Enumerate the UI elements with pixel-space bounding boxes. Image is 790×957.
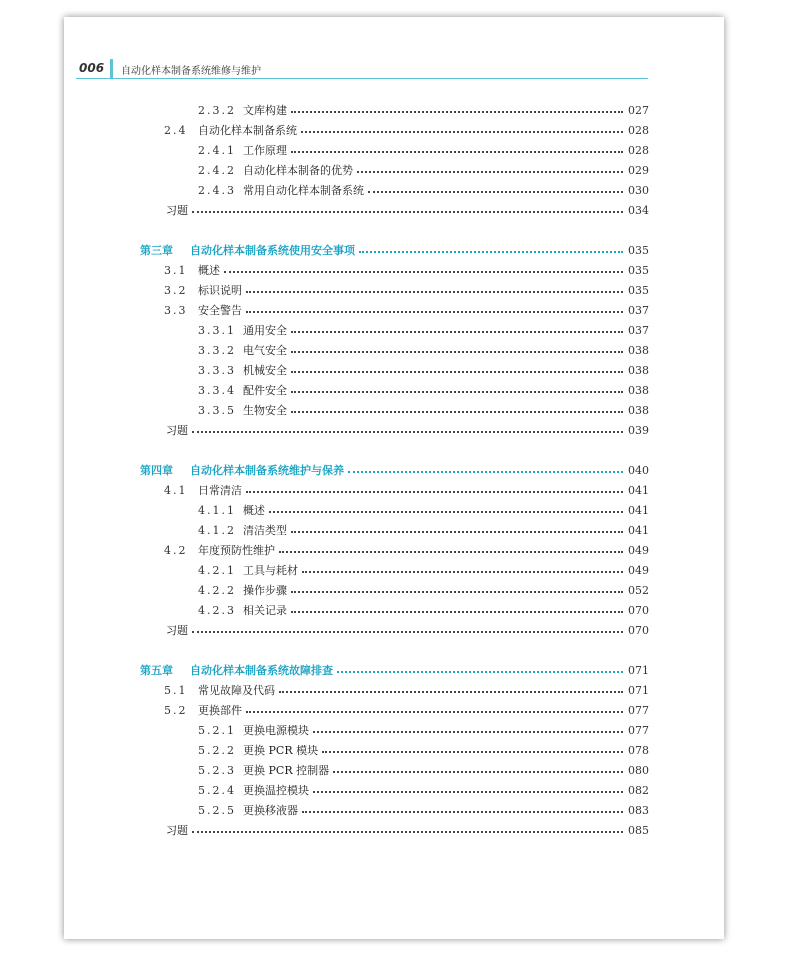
toc-entry-page: 077 [628, 703, 649, 717]
toc-entry-title: 标识说明 [198, 284, 242, 297]
toc-entry-title: 自动化样本制备系统故障排查 [190, 664, 333, 677]
toc-leader-dots [279, 691, 623, 693]
toc-entry-title: 通用安全 [243, 324, 287, 337]
header-rule [76, 78, 648, 79]
toc-entry-number: 4.1 [164, 483, 188, 497]
toc-leader-dots [313, 791, 623, 793]
toc-subsection-entry[interactable] [198, 141, 648, 159]
toc-entry-page: 030 [628, 183, 649, 197]
toc-subsection-entry[interactable] [198, 161, 648, 179]
toc-entry-title: 操作步骤 [243, 584, 287, 597]
toc-entry-page: 039 [628, 423, 649, 437]
toc-entry-number: 3.3.2 [198, 343, 236, 357]
toc-subsection-entry[interactable] [198, 761, 648, 779]
toc-entry-title: 电气安全 [243, 344, 287, 357]
toc-subsection-entry[interactable] [198, 581, 648, 599]
toc-entry-page: 038 [628, 363, 649, 377]
toc-leader-dots [291, 351, 623, 353]
toc-subsection-entry[interactable] [198, 801, 648, 819]
toc-subsection-entry[interactable] [198, 341, 648, 359]
toc-leader-dots [192, 831, 623, 833]
toc-entry-title: 清洁类型 [243, 524, 287, 537]
toc-section-entry[interactable] [164, 681, 648, 699]
toc-entry-page: 041 [628, 523, 649, 537]
toc-entry-page: 035 [628, 283, 649, 297]
toc-entry-page: 083 [628, 803, 649, 817]
toc-entry-page: 041 [628, 503, 649, 517]
toc-entry-title: 更换 PCR 控制器 [243, 764, 330, 777]
toc-entry-number: 4.1.2 [198, 523, 236, 537]
toc-entry-number: 3.2 [164, 283, 188, 297]
toc-entry-number: 3.3 [164, 303, 188, 317]
toc-subsection-entry[interactable] [198, 401, 648, 419]
toc-entry-number: 5.2 [164, 703, 188, 717]
running-header [76, 57, 648, 79]
toc-leader-dots [192, 211, 623, 213]
toc-entry-number: 5.2.2 [198, 743, 236, 757]
toc-section-entry[interactable] [164, 481, 648, 499]
toc-entry-title: 更换 PCR 模块 [243, 744, 319, 757]
toc-subsection-entry[interactable] [198, 741, 648, 759]
toc-section-entry[interactable] [164, 121, 648, 139]
toc-leader-dots [291, 611, 623, 613]
toc-chapter-entry[interactable] [140, 661, 648, 679]
toc-entry-number: 3.3.1 [198, 323, 236, 337]
toc-entry-title: 自动化样本制备的优势 [243, 164, 353, 177]
toc-entry-number: 4.2.1 [198, 563, 236, 577]
toc-entry-number: 3.3.4 [198, 383, 236, 397]
toc-entry-page: 035 [628, 243, 649, 257]
toc-entry-page: 028 [628, 143, 649, 157]
toc-entry-title: 安全警告 [198, 304, 242, 317]
toc-entry-title: 更换移液器 [243, 804, 298, 817]
toc-entry-number: 5.2.4 [198, 783, 236, 797]
toc-leader-dots [291, 371, 623, 373]
toc-entry-title: 配件安全 [243, 384, 287, 397]
header-book-title: 自动化样本制备系统维修与维护 [121, 66, 261, 77]
toc-leader-dots [291, 331, 623, 333]
toc-section-entry[interactable] [166, 621, 648, 639]
toc-section-entry[interactable] [164, 261, 648, 279]
toc-leader-dots [246, 311, 623, 313]
toc-subsection-entry[interactable] [198, 321, 648, 339]
toc-section-entry[interactable] [164, 281, 648, 299]
toc-leader-dots [279, 551, 623, 553]
toc-leader-dots [313, 731, 623, 733]
toc-leader-dots [246, 491, 623, 493]
toc-entry-title: 相关记录 [243, 604, 287, 617]
toc-entry-title: 年度预防性维护 [198, 544, 275, 557]
toc-chapter-entry[interactable] [140, 461, 648, 479]
toc-leader-dots [322, 751, 623, 753]
toc-leader-dots [302, 571, 623, 573]
toc-entry-number: 4.2 [164, 543, 188, 557]
toc-section-entry[interactable] [164, 541, 648, 559]
toc-entry-page: 029 [628, 163, 649, 177]
toc-entry-page: 041 [628, 483, 649, 497]
toc-entry-number: 2.4.2 [198, 163, 236, 177]
toc-leader-dots [357, 171, 623, 173]
toc-subsection-entry[interactable] [198, 601, 648, 619]
toc-entry-number: 3.1 [164, 263, 188, 277]
toc-entry-title: 习题 [166, 204, 188, 217]
toc-entry-number: 5.2.1 [198, 723, 236, 737]
toc-subsection-entry[interactable] [198, 721, 648, 739]
toc-entry-title: 生物安全 [243, 404, 287, 417]
toc-entry-page: 052 [628, 583, 649, 597]
toc-entry-title: 习题 [166, 624, 188, 637]
toc-entry-title: 习题 [166, 824, 188, 837]
toc-entry-title: 更换温控模块 [243, 784, 309, 797]
toc-leader-dots [269, 511, 623, 513]
toc-entry-page: 080 [628, 763, 649, 777]
toc-leader-dots [291, 411, 623, 413]
toc-leader-dots [348, 471, 623, 473]
toc-leader-dots [291, 111, 623, 113]
toc-entry-page: 037 [628, 303, 649, 317]
toc-subsection-entry[interactable] [198, 361, 648, 379]
toc-leader-dots [192, 631, 623, 633]
toc-entry-title: 概述 [198, 264, 220, 277]
toc-entry-title: 日常清洁 [198, 484, 242, 497]
toc-entry-page: 027 [628, 103, 649, 117]
toc-subsection-entry[interactable] [198, 501, 648, 519]
toc-entry-page: 049 [628, 563, 649, 577]
toc-entry-number: 第四章 [140, 464, 173, 477]
toc-section-entry[interactable] [164, 301, 648, 319]
toc-entry-page: 077 [628, 723, 649, 737]
toc-entry-page: 038 [628, 383, 649, 397]
toc-subsection-entry[interactable] [198, 101, 648, 119]
toc-leader-dots [246, 291, 623, 293]
toc-subsection-entry[interactable] [198, 521, 648, 539]
toc-entry-title: 文库构建 [243, 104, 287, 117]
toc-entry-page: 028 [628, 123, 649, 137]
toc-entry-page: 071 [628, 683, 649, 697]
toc-leader-dots [291, 591, 623, 593]
toc-section-entry[interactable] [166, 201, 648, 219]
toc-entry-page: 049 [628, 543, 649, 557]
toc-leader-dots [291, 151, 623, 153]
toc-entry-number: 5.2.3 [198, 763, 236, 777]
toc-entry-number: 第三章 [140, 244, 173, 257]
toc-entry-page: 038 [628, 403, 649, 417]
toc-leader-dots [368, 191, 623, 193]
toc-entry-title: 常见故障及代码 [198, 684, 275, 697]
toc-entry-title: 自动化样本制备系统维护与保养 [190, 464, 344, 477]
toc-entry-number: 2.4.3 [198, 183, 236, 197]
toc-entry-page: 040 [628, 463, 649, 477]
toc-section-entry[interactable] [164, 701, 648, 719]
toc-entry-title: 工具与耗材 [243, 564, 298, 577]
toc-section-entry[interactable] [166, 421, 648, 439]
toc-entry-number: 5.1 [164, 683, 188, 697]
toc-entry-number: 4.2.3 [198, 603, 236, 617]
toc-section-entry[interactable] [166, 821, 648, 839]
toc-leader-dots [302, 811, 623, 813]
toc-subsection-entry[interactable] [198, 181, 648, 199]
toc-entry-number: 4.1.1 [198, 503, 236, 517]
toc-entry-number: 3.3.3 [198, 363, 236, 377]
toc-entry-page: 035 [628, 263, 649, 277]
toc-entry-title: 常用自动化样本制备系统 [243, 184, 364, 197]
toc-entry-page: 037 [628, 323, 649, 337]
toc-entry-title: 自动化样本制备系统 [198, 124, 297, 137]
toc-entry-page: 038 [628, 343, 649, 357]
toc-entry-title: 更换部件 [198, 704, 242, 717]
toc-entry-title: 更换电源模块 [243, 724, 309, 737]
toc-entry-number: 4.2.2 [198, 583, 236, 597]
toc-entry-title: 自动化样本制备系统使用安全事项 [190, 244, 355, 257]
toc-leader-dots [224, 271, 623, 273]
toc-subsection-entry[interactable] [198, 781, 648, 799]
toc-chapter-entry[interactable] [140, 241, 648, 259]
toc-leader-dots [337, 671, 623, 673]
toc-entry-number: 5.2.5 [198, 803, 236, 817]
toc-entry-title: 习题 [166, 424, 188, 437]
toc-entry-number: 2.4.1 [198, 143, 236, 157]
toc-entry-page: 070 [628, 623, 649, 637]
toc-entry-page: 070 [628, 603, 649, 617]
toc-entry-title: 概述 [243, 504, 265, 517]
toc-leader-dots [359, 251, 623, 253]
toc-leader-dots [192, 431, 623, 433]
toc-subsection-entry[interactable] [198, 561, 648, 579]
header-accent-bar [110, 59, 113, 78]
header-page-number: 006 [79, 61, 105, 75]
toc-leader-dots [301, 131, 623, 133]
toc-entry-number: 2.3.2 [198, 103, 236, 117]
toc-entry-number: 2.4 [164, 123, 188, 137]
toc-entry-page: 085 [628, 823, 649, 837]
toc-entry-number: 第五章 [140, 664, 173, 677]
toc-leader-dots [291, 391, 623, 393]
toc-entry-page: 078 [628, 743, 649, 757]
toc-subsection-entry[interactable] [198, 381, 648, 399]
toc-entry-title: 机械安全 [243, 364, 287, 377]
toc-entry-page: 034 [628, 203, 649, 217]
toc-leader-dots [246, 711, 623, 713]
toc-entry-page: 082 [628, 783, 649, 797]
toc-entry-title: 工作原理 [243, 144, 287, 157]
toc-entry-number: 3.3.5 [198, 403, 236, 417]
toc-leader-dots [291, 531, 623, 533]
toc-leader-dots [333, 771, 623, 773]
toc-entry-page: 071 [628, 663, 649, 677]
